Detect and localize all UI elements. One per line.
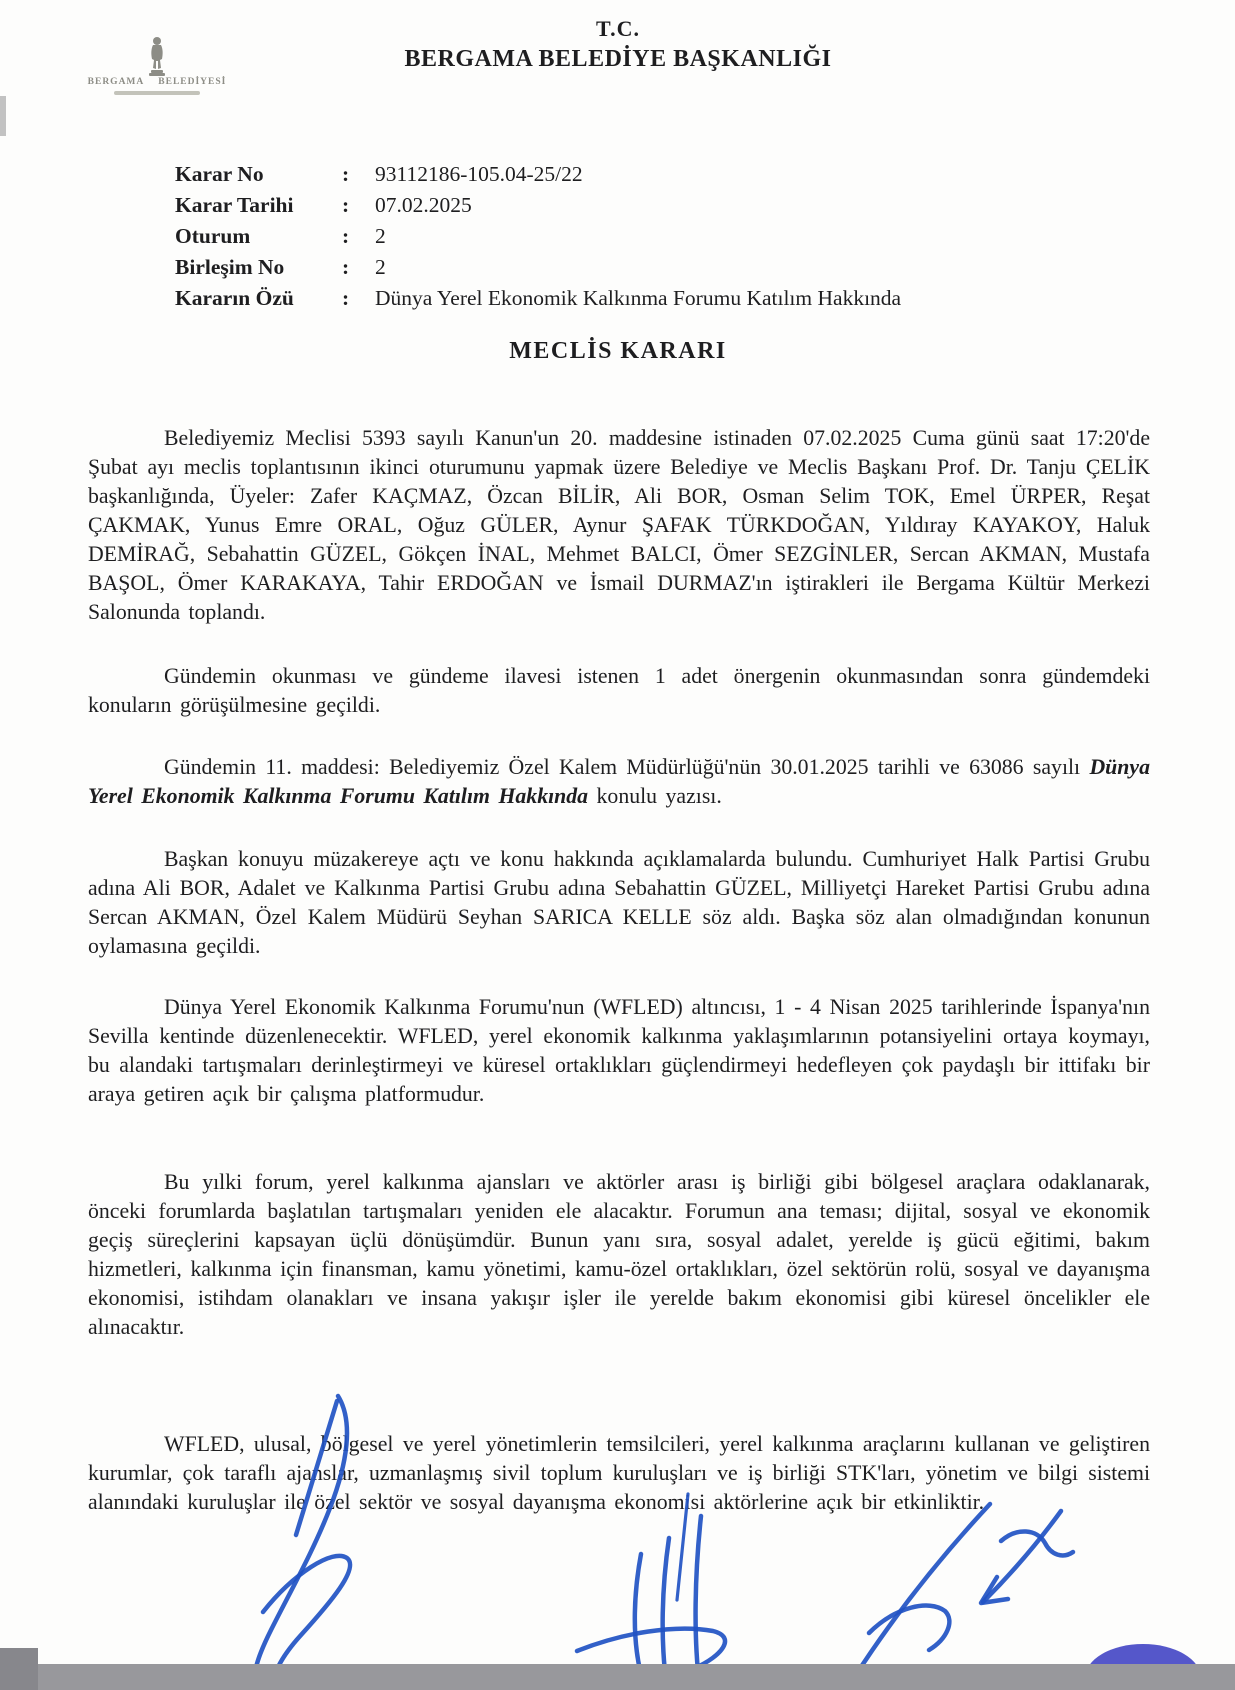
paragraph-agenda-reading: Gündemin okunması ve gündeme ilavesi istenen 1 adet önergenin okunmasından sonra gündemdeki konuların görüşülmesine geçildi.: [88, 664, 1150, 717]
scan-corner-shadow: [0, 1648, 38, 1690]
meta-row-karar-no: [175, 162, 1165, 193]
paragraph-forum-theme: Bu yılki forum, yerel kalkınma ajansları ve aktörler arası iş birliği gibi bölgesel araçlara odaklanarak, önceki forumlarda başlatılan tartışmaları yeniden ele alacaktır. Forumun ana teması; dijital, sosyal ve ekonomik geçiş süreçlerini kapsayan üçlü dönüşümdür. Bunun yanı sıra, sosyal adalet, yerelde iş gücü eğitimi, bakım hizmetleri, kalkınma için finansman, kamu yönetimi, kamu-özel ortaklıkları, özel sektörün rolü, sosyal ve dayanışma ekonomisi, istihdam olanakları ve insana yakışır işler ile yerelde bakım ekonomisi gibi küresel öncelikler ele alınacaktır.: [88, 1170, 1150, 1339]
meta-label: Karar No: [175, 162, 264, 186]
meta-separator: :: [342, 224, 350, 248]
header-org-title: BERGAMA BELEDİYE BAŞKANLIĞI: [404, 46, 832, 72]
meta-label: Karar Tarihi: [175, 193, 294, 217]
meta-value: 2: [375, 224, 386, 248]
paragraph-wfled-participants: WFLED, ulusal, bölgesel ve yerel yönetimlerin temsilcileri, yerel kalkınma araçlarını kullanan ve geliştiren kurumlar, çok taraflı ajanslar, uzmanlaşmış sivil toplum kuruluşları ve iş birliği STK'ları, yönetim ve bilgi sistemi alanındaki kuruluşlar ile özel sektör ve sosyal dayanışma ekonomisi aktörlerine açık bir etkinliktir.: [88, 1432, 1150, 1514]
meta-value: 93112186-105.04-25/22: [375, 162, 583, 186]
meta-label: Birleşim No: [175, 255, 285, 279]
meta-value: 07.02.2025: [375, 193, 472, 217]
section-title-meclis-karari: MECLİS KARARI: [509, 338, 727, 364]
meta-label: Oturum: [175, 224, 251, 248]
meta-row-oturum: [175, 224, 1165, 255]
logo-text-left: BERGAMA: [87, 77, 145, 87]
meta-value: Dünya Yerel Ekonomik Kalkınma Forumu Katılım Hakkında: [375, 286, 902, 310]
scan-bottom-edge: [0, 1664, 1235, 1690]
meta-row-karar-tarihi: [175, 193, 1165, 224]
scan-edge-artifact: [0, 96, 6, 136]
header-tc: T.C.: [596, 16, 640, 41]
decision-meta-block: [175, 162, 1165, 317]
meta-separator: :: [342, 162, 350, 186]
document-header: [88, 16, 1148, 73]
paragraph-agenda-item: [88, 753, 1150, 811]
agenda-item-subject: Dünya Yerel Ekonomik Kalkınma Forumu Katılım Hakkında: [88, 755, 1150, 808]
meta-separator: :: [342, 193, 350, 217]
handwritten-signature-right: [846, 1504, 1073, 1690]
agenda-item-suffix: konulu yazısı.: [588, 784, 722, 808]
paragraph-attendance: Belediyemiz Meclisi 5393 sayılı Kanun'un 20. maddesine istinaden 07.02.2025 Cuma günü saat 17:20'de Şubat ayı meclis toplantısının ikinci oturumunu yapmak üzere Belediye ve Meclis Başkanı Prof. Dr. Tanju ÇELİK başkanlığında, Üyeler: Zafer KAÇMAZ, Özcan BİLİR, Ali BOR, Osman Selim TOK, Emel ÜRPER, Reşat ÇAKMAK, Yunus Emre ORAL, Oğuz GÜLER, Aynur ŞAFAK TÜRKDOĞAN, Yıldıray KAYAKOY, Haluk DEMİRAĞ, Sebahattin GÜZEL, Gökçen İNAL, Mehmet BALCI, Ömer SEZGİNLER, Sercan AKMAN, Mustafa BAŞOL, Ömer KARAKAYA, Tahir ERDOĞAN ve İsmail DURMAZ'ın iştirakleri ile Bergama Kültür Merkezi Salonunda toplandı.: [88, 426, 1150, 624]
meta-value: 2: [375, 255, 386, 279]
meta-separator: :: [342, 255, 350, 279]
meta-separator: :: [342, 286, 350, 310]
handwritten-signature-center: [577, 1494, 725, 1690]
meta-row-birlesim-no: [175, 255, 1165, 286]
logo-text-right: BELEDİYESİ: [158, 77, 227, 87]
meta-row-kararin-ozu: [175, 286, 1165, 317]
logo-subtext: [114, 91, 200, 95]
meta-label: Kararın Özü: [175, 286, 294, 310]
paragraph-discussion: Başkan konuyu müzakereye açtı ve konu hakkında açıklamalarda bulundu. Cumhuriyet Halk Partisi Grubu adına Ali BOR, Adalet ve Kalkınma Partisi Grubu adına Sebahattin GÜZEL, Milliyetçi Hareket Partisi Grubu adına Sercan AKMAN, Özel Kalem Müdürü Seyhan SARICA KELLE söz aldı. Başka söz alan olmadığından konunun oylamasına geçildi.: [88, 847, 1150, 958]
agenda-item-prefix: Gündemin 11. maddesi: Belediyemiz Özel Kalem Müdürlüğü'nün 30.01.2025 tarihli ve 63086 sayılı: [164, 755, 1090, 779]
paragraph-wfled-intro: Dünya Yerel Ekonomik Kalkınma Forumu'nun (WFLED) altıncısı, 1 - 4 Nisan 2025 tarihlerinde İspanya'nın Sevilla kentinde düzenlenecektir. WFLED, yerel ekonomik kalkınma yaklaşımlarının potansiyelini ortaya koymayı, bu alandaki tartışmaları derinleştirmeyi ve küresel ortaklıkları güçlendirmeyi hedefleyen çok paydaşlı bir ittifakı bir araya getiren açık bir çalışma platformudur.: [88, 995, 1150, 1106]
